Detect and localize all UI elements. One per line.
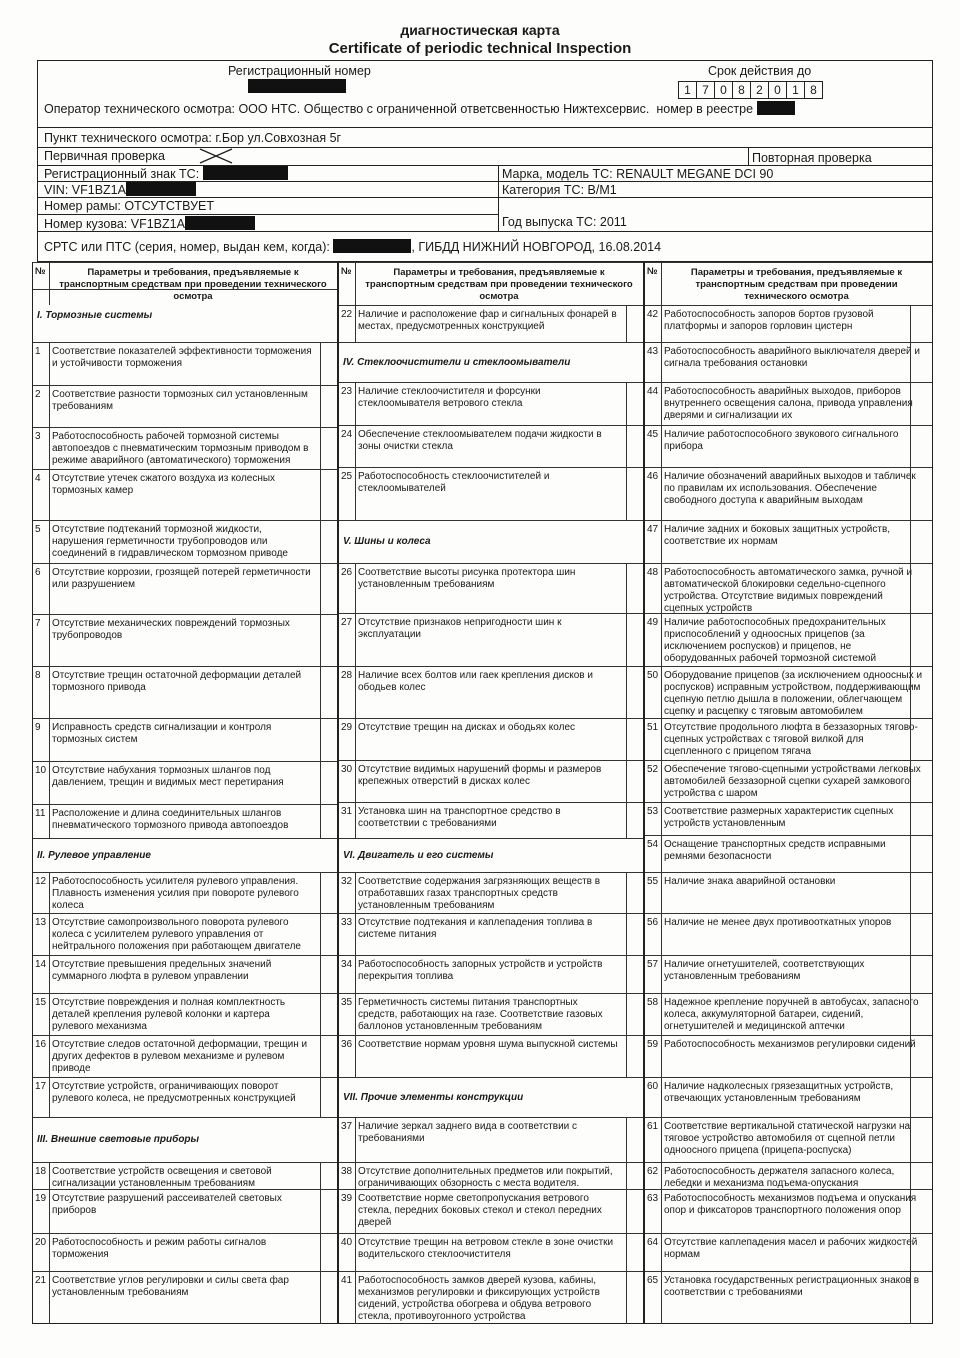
model-year: Год выпуска ТС: 2011 xyxy=(502,215,627,229)
primary-check: Первичная проверка xyxy=(44,149,165,163)
vehicle-header xyxy=(37,60,933,262)
valid-digit: 0 xyxy=(768,81,787,99)
checklist-table xyxy=(32,262,933,1324)
checklist-item: 34 Работоспособность запорных устройств и устройств перекрытия топлива xyxy=(339,955,643,993)
checklist-item: 65 Установка государственных регистрационных знаков в соответствии с требованиями xyxy=(645,1271,932,1324)
srts-pts: СРТС или ПТС (серия, номер, выдан кем, когда): , ГИБДД НИЖНИЙ НОВГОРОД, 16.08.2014 xyxy=(44,240,662,254)
title-ru: диагностическая карта xyxy=(400,22,560,38)
checklist-item: 33 Отсутствие подтекания и каплепадения топлива в системе питания xyxy=(339,913,643,955)
checklist-item: 11 Расположение и длина соединительных шлангов пневматического тормозного привода автопоездов xyxy=(33,804,337,838)
cross-mark-icon xyxy=(198,147,234,165)
checklist-item: 26 Соответствие высоты рисунка протектора шин установленным требованиям xyxy=(339,563,643,613)
checklist-item: 62 Работоспособность держателя запасного колеса, лебедки и механизма подъема-опускания xyxy=(645,1162,932,1189)
checklist-item: 3 Работоспособность рабочей тормозной системы автопоездов с пневматическим тормозным приводом в режиме аварийного (автоматического) торможения xyxy=(33,427,337,469)
column-header: № Параметры и требования, предъявляемые к транспортным средствам при проведении технического осмотра xyxy=(645,262,932,305)
checklist-item: 23 Наличие стеклоочистителя и форсунки стеклоомывателя ветрового стекла xyxy=(339,382,643,425)
checklist-item: 12 Работоспособность усилителя рулевого управления. Плавность изменения усилия при повороте рулевого колеса xyxy=(33,872,337,913)
section-heading: III. Внешние световые приборы xyxy=(33,1117,337,1162)
checklist-item: 22 Наличие и расположение фар и сигнальных фонарей в местах, предусмотренных конструкцией xyxy=(339,305,643,342)
checklist-item: 15 Отсутствие повреждения и полная комплектность деталей крепления рулевой колонки и картера рулевого механизма xyxy=(33,993,337,1035)
valid-digit: 1 xyxy=(678,81,697,99)
checklist-item: 32 Соответствие содержания загрязняющих веществ в отработавших газах транспортных средств установленным требованиям xyxy=(339,872,643,913)
checklist-item: 27 Отсутствие признаков непригодности шин к эксплуатации xyxy=(339,613,643,666)
checklist-item: 31 Установка шин на транспортное средство в соответствии с требованиями xyxy=(339,802,643,838)
checklist-item: 56 Наличие не менее двух противооткатных упоров xyxy=(645,913,932,955)
checklist-column-2 xyxy=(338,262,644,1324)
valid-digit: 7 xyxy=(696,81,715,99)
section-heading: VI. Двигатель и его системы xyxy=(339,838,643,872)
checklist-item: 50 Оборудование прицепов (за исключением одноосных и роспусков) исправным устройством, поддерживающим сцепную петлю дышла в положении, облегчающем сцепку и расцепку с тяговым автомобилем xyxy=(645,666,932,718)
checklist-item: 2 Соответствие разности тормозных сил установленным требованиям xyxy=(33,385,337,427)
checklist-item: 4 Отсутствие утечек сжатого воздуха из колесных тормозных камер xyxy=(33,469,337,520)
checklist-item: 28 Наличие всех болтов или гаек крепления дисков и ободьев колес xyxy=(339,666,643,718)
checklist-item: 24 Обеспечение стеклоомывателем подачи жидкости в зоны очистки стекла xyxy=(339,425,643,467)
checklist-column-1 xyxy=(32,262,338,1324)
reg-number-label: Регистрационный номер xyxy=(228,64,371,78)
checklist-item: 48 Работоспособность автоматического замка, ручной и автоматической блокировки седельно-сцепного устройства. Отсутствие видимых повреждений сцепных устройств xyxy=(645,563,932,613)
column-header: № Параметры и требования, предъявляемые к транспортным средствам при проведении технического осмотра xyxy=(33,262,337,305)
make-model: Марка, модель ТС: RENAULT MEGANE DCI 90 xyxy=(502,167,774,181)
section-heading: I. Тормозные системы xyxy=(33,289,337,342)
section-heading: IV. Стеклоочистители и стеклоомыватели xyxy=(339,342,643,382)
checklist-item: 44 Работоспособность аварийных выходов, приборов внутреннего освещения салона, привода управления дверями и сигнализации их xyxy=(645,382,932,425)
valid-digit: 8 xyxy=(732,81,751,99)
valid-digit: 1 xyxy=(786,81,805,99)
checklist-item: 60 Наличие надколесных грязезащитных устройств, отвечающих установленным требованиям xyxy=(645,1077,932,1117)
operator-text: Оператор технического осмотра: ООО НТС. Общество с ограниченной ответсвенностью Нижтехсервис. номер в реестре xyxy=(44,101,795,116)
reg-plate: Регистрационный знак ТС: xyxy=(44,166,288,181)
checklist-item: 53 Соответствие размерных характеристик сцепных устройств установленным xyxy=(645,802,932,835)
checklist-item: 46 Наличие обозначений аварийных выходов и табличек по правилам их использования. Обеспечение свободного доступа к аварийным выходам xyxy=(645,467,932,520)
checklist-item: 39 Соответствие норме светопропускания ветрового стекла, передних боковых стекол и стекол передних дверей xyxy=(339,1189,643,1233)
checklist-item: 21 Соответствие углов регулировки и силы света фар установленным требованиям xyxy=(33,1271,337,1324)
category: Категория ТС: B/M1 xyxy=(502,183,617,197)
column-header: № Параметры и требования, предъявляемые к транспортным средствам при проведении технического осмотра xyxy=(339,262,643,305)
checklist-item: 30 Отсутствие видимых нарушений формы и размеров крепежных отверстий в дисках колес xyxy=(339,760,643,802)
checklist-item: 52 Обеспечение тягово-сцепными устройствами легковых автомобилей беззазорной сцепки сухарей замкового устройства с шаром xyxy=(645,760,932,802)
checklist-item: 17 Отсутствие устройств, ограничивающих поворот рулевого колеса, не предусмотренных конструкцией xyxy=(33,1077,337,1117)
checklist-item: 59 Работоспособность механизмов регулировки сидений xyxy=(645,1035,932,1077)
checklist-item: 20 Работоспособность и режим работы сигналов торможения xyxy=(33,1233,337,1271)
valid-until-digits xyxy=(678,81,822,99)
checklist-item: 63 Работоспособность механизмов подъема и опускания опор и фиксаторов транспортного положения опор xyxy=(645,1189,932,1233)
checklist-item: 61 Соответствие вертикальной статической нагрузки на тяговое устройство автомобиля от сцепной петли одноосного прицепа (прицепа-роспуска) xyxy=(645,1117,932,1162)
checklist-item: 7 Отсутствие механических повреждений тормозных трубопроводов xyxy=(33,614,337,666)
checklist-item: 16 Отсутствие следов остаточной деформации, трещин и других дефектов в рулевом механизме и рулевом приводе xyxy=(33,1035,337,1077)
valid-until-label: Срок действия до xyxy=(708,64,812,78)
checklist-item: 18 Соответствие устройств освещения и световой сигнализации установленным требованиям xyxy=(33,1162,337,1189)
valid-digit: 0 xyxy=(714,81,733,99)
checklist-item: 37 Наличие зеркал заднего вида в соответствии с требованиями xyxy=(339,1117,643,1162)
checklist-item: 58 Надежное крепление поручней в автобусах, запасного колеса, аккумуляторной батареи, сидений, огнетушителей и медицинской аптечки xyxy=(645,993,932,1035)
checklist-item: 47 Наличие задних и боковых защитных устройств, соответствие их нормам xyxy=(645,520,932,563)
checklist-item: 54 Оснащение транспортных средств исправными ремнями безопасности xyxy=(645,835,932,872)
valid-digit: 2 xyxy=(750,81,769,99)
checklist-item: 1 Соответствие показателей эффективности торможения и устойчивости торможения xyxy=(33,342,337,385)
checklist-item: 14 Отсутствие превышения предельных значений суммарного люфта в рулевом управлении xyxy=(33,955,337,993)
body-number: Номер кузова: VF1BZ1A xyxy=(44,216,255,231)
checklist-item: 40 Отсутствие трещин на ветровом стекле в зоне очистки водительского стеклоочистителя xyxy=(339,1233,643,1271)
checklist-item: 19 Отсутствие разрушений рассеивателей световых приборов xyxy=(33,1189,337,1233)
checklist-item: 64 Отсутствие каплепадения масел и рабочих жидкостей нормам xyxy=(645,1233,932,1271)
checklist-item: 5 Отсутствие подтеканий тормозной жидкости, нарушения герметичности трубопроводов или соединений в гидравлическом тормозном приводе xyxy=(33,520,337,563)
checklist-item: 35 Герметичность системы питания транспортных средств, работающих на газе. Соответствие газовых баллонов установленным требованиям xyxy=(339,993,643,1035)
checklist-item: 13 Отсутствие самопроизвольного поворота рулевого колеса с усилителем рулевого управления от нейтрального положения при работающем двигателе xyxy=(33,913,337,955)
section-heading: VII. Прочие элементы конструкции xyxy=(339,1077,643,1117)
checklist-item: 42 Работоспособность запоров бортов грузовой платформы и запоров горловин цистерн xyxy=(645,305,932,342)
checklist-item: 45 Наличие работоспособного звукового сигнального прибора xyxy=(645,425,932,467)
checklist-item: 25 Работоспособность стеклоочистителей и стеклоомывателей xyxy=(339,467,643,520)
section-heading: II. Рулевое управление xyxy=(33,838,337,872)
checklist-item: 51 Отсутствие продольного люфта в беззазорных тягово-сцепных устройствах с тяговой вилкой для сцепленного с прицепом тягача xyxy=(645,718,932,760)
section-heading: V. Шины и колеса xyxy=(339,520,643,563)
title-en: Certificate of periodic technical Inspection xyxy=(328,40,632,57)
checklist-item: 43 Работоспособность аварийного выключателя дверей и сигнала требования остановки xyxy=(645,342,932,382)
checklist-item: 41 Работоспособность замков дверей кузова, кабины, механизмов регулировки и фиксирующих устройств сидений, устройства обогрева и обдува ветрового стекла, противоугонного устройства xyxy=(339,1271,643,1324)
checklist-item: 8 Отсутствие трещин остаточной деформации деталей тормозного привода xyxy=(33,666,337,718)
frame-number: Номер рамы: ОТСУТСТВУЕТ xyxy=(44,199,215,213)
checklist-item: 9 Исправность средств сигнализации и контроля тормозных систем xyxy=(33,718,337,761)
valid-digit: 8 xyxy=(804,81,823,99)
checklist-item: 10 Отсутствие набухания тормозных шлангов под давлением, трещин и видимых мест перетирания xyxy=(33,761,337,804)
checklist-item: 55 Наличие знака аварийной остановки xyxy=(645,872,932,913)
checklist-item: 49 Наличие работоспособных предохранительных приспособлений у одноосных прицепов (за исключением роспусков) и прицепов, не оборудованных рабочей тормозной системой xyxy=(645,613,932,666)
checklist-item: 57 Наличие огнетушителей, соответствующих установленным требованиям xyxy=(645,955,932,993)
checklist-column-3 xyxy=(644,262,933,1324)
checklist-item: 6 Отсутствие коррозии, грозящей потерей герметичности или разрушением xyxy=(33,563,337,614)
checklist-item: 29 Отсутствие трещин на дисках и ободьях колес xyxy=(339,718,643,760)
checklist-item: 36 Соответствие нормам уровня шума выпускной системы xyxy=(339,1035,643,1077)
redacted-reg-number xyxy=(248,79,346,94)
inspection-point: Пункт технического осмотра: г.Бор ул.Совхозная 5г xyxy=(44,131,342,145)
repeat-check: Повторная проверка xyxy=(752,151,872,165)
checklist-item: 38 Отсутствие дополнительных предметов или покрытий, ограничивающих обзорность с места водителя. xyxy=(339,1162,643,1189)
vin: VIN: VF1BZ1A xyxy=(44,182,196,197)
